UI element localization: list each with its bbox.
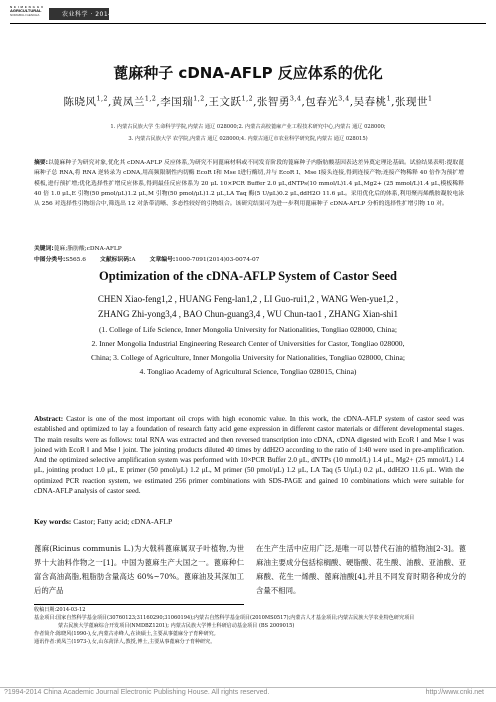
keywords-cn-text: 蓖麻;脂肪酸;cDNA-AFLP: [53, 246, 122, 252]
logo-line-3: NORGBULI GENCHA: [10, 12, 40, 17]
article-no-label: 文章编号:: [149, 257, 176, 263]
body-column-right: 在生产生活中应用广泛,是唯一可以替代石油的植物油[2-3]。蓖麻油主要成分包括棕榈酸、硬脂酸、花生酸、油酸、亚油酸、亚麻酸、花生一烯酸、蓖麻油酸[4],并且不同发育时期各种成分的含量不相同。: [256, 544, 466, 595]
footnote-author: 作者简介:陈晓风(1990-),女,内蒙古赤峰人,在读硕士,主要从事蓖麻分子育种研究。: [34, 631, 219, 637]
abstract-en-label: Abstract:: [34, 415, 64, 423]
clc-code: S565.6: [65, 257, 86, 263]
cnki-link[interactable]: http://www.cnki.net: [425, 689, 484, 696]
affiliation-en-1: (1. College of Life Science, Inner Mongolia University for Nationalities, Tongliao 028000, China;: [99, 325, 397, 334]
classification-cn: [34, 254, 259, 263]
body-column-left: 蓖麻(Ricinus communis L.)为大戟科蓖麻属双子叶植物,为世界十大油料作物之一[1]。中国为蓖麻生产大国之一。蓖麻种仁富含高油高脂,粗脂肪含量高达 60%~70%。蓖麻油及其深加工后的产品: [34, 544, 244, 595]
copyright-text: ?1994-2014 China Academic Journal Electronic Publishing House. All rights reserved.: [4, 689, 270, 696]
footnote-funding-1: 基金项目:国家自然科学基金项目(30760123;31160290;31060194);内蒙古自然科学基金项目(2010MS0517);内蒙古人才基金项目;内蒙古民族大学农业特色研究项目: [34, 615, 415, 621]
article-no: 1000-7091(2014)03-0074-07: [175, 257, 260, 263]
abstract-en-text: Castor is one of the most important oil crops with high economic value. In this work, the cDNA-AFLP system of castor seed was established and optimized to lay a foundation of research fatty acid gene expression in different castor materials or different developmental stages. The main results were as follows: total RNA was extracted and then reversed transcription into cDNA, cDNA digested with EcoR Ⅰ and Mse Ⅰ was joined with EcoR Ⅰ and Mse Ⅰ joint. The jointing products diluted 40 times by ddH2O according to the ratio of 1:40 were used in pre-amplification. And the optimized selective amplification system was performed with 10×PCR Buffer 2.0 μL, dNTPs (10 mmol/L) 1.4 μL, Mg2+ (25 mmol/L) 1.4 μL, jointing product 1.0 μL, E primer (50 pmol/μL) 1.2 μL, M primer (50 pmol/μL) 1.2 μL, LA Taq (5 U/μL) 0.2 μL, ddH2O 11.6 μL. With the optimized PCR reaction system, we estimated 256 primer combinations with SDS-PAGE and gained 10 combinations which were suitable for cDNA-AFLP analysis of castor seed.: [34, 415, 464, 496]
header-rule: [10, 23, 486, 24]
journal-info: 农业科学 · 2014, 29(3) : 74-80: [62, 11, 164, 18]
logo-line-1: N E I M E N G G U: [10, 5, 44, 9]
footnote-corresponding: 通讯作者:黄凤兰(1973-),女,山东菏泽人,教授,博士,主要从事蓖麻分子育种研究。: [34, 639, 216, 645]
author-list-en-2: ZHANG Zhi-yong3,4 , BAO Chun-guang3,4 , WU Chun-tao1 , ZHANG Xian-shi1: [97, 309, 399, 319]
keywords-cn-label: 关键词:: [34, 246, 54, 252]
abstract-cn: [34, 158, 464, 209]
affiliation-cn-2: 3. 内蒙古民族大学 农学院,内蒙古 通辽 028000;4. 内蒙古通辽市农业科学研究院,内蒙古 通辽 028015): [128, 136, 368, 142]
copyright-bar: [4, 689, 492, 696]
author-list-cn: 陈晓风$^{1,2}$,黄凤兰$^{1,2}$,李国瑞$^{1,2}$,王文跃$^{1,2}$,张智勇$^{3,4}$,包春光$^{3,4}$,吴春桃$^1$,张现世$^1$: [63, 95, 433, 108]
keywords-cn: [34, 243, 122, 252]
doc-code: A: [131, 257, 136, 263]
logo-line-2: AGRICULTURAL: [10, 8, 42, 14]
abstract-cn-text: 以蓖麻种子为研究对象,优化其 cDNA-AFLP 反应体系,为研究不同蓖麻材料或不同发育阶段的蓖麻种子内脂肪酸基因表达差异奠定理论基础。试验结果表明:提取蓖麻种子总 RNA,将 RNA 逆转录为 cDNA,用高频限制性内切酶 EcoR Ⅰ和 Mse Ⅰ进行酶切,并与 EcoR Ⅰ、Mse Ⅰ接头连接,得到连接产物;连接产物稀释 40 倍作为预扩增模板,进行预扩增;优化选择性扩增反应体系,得到最佳反应体系为 20 μL 10×PCR Buffer 2.0 μL,dNTPs(10 mmol/L)1.4 μL,Mg2+ (25 mmol/L)1.4 μL,模板稀释 40 倍 1.0 μL,E 引物(50 pmol/μL)1.2 μL,M 引物(50 pmol/μL)1.2 μL,LA Taq 酶(5 U/μL)0.2 μL,ddH2O 11.6 μL。采用优化后的体系,利用聚丙烯酰胺凝胶电泳从 256 对选择性引物组合中,筛选出 12 对条带清晰、多态性较好的引物组合。该研究结果可为进一步利用蓖麻种子 cDNA-AFLP 分析的选择性扩增引物 10 对。: [34, 160, 464, 208]
keywords-en: [34, 517, 172, 526]
keywords-en-text: Castor; Fatty acid; cDNA-AFLP: [73, 517, 173, 526]
affiliation-en-4: 4. Tongliao Academy of Agricultural Science, Tongliao 028015, China): [139, 367, 357, 376]
abstract-en: [34, 414, 464, 496]
journal-logo: [10, 6, 46, 22]
affiliation-cn-1: 1. 内蒙古民族大学 生命科学学院,内蒙古 通辽 028000;2. 内蒙古高校蓖麻产业工程技术研究中心,内蒙古 通辽 028000;: [110, 124, 386, 130]
article-title-cn: 蓖麻种子 cDNA-AFLP 反应体系的优化: [113, 64, 383, 82]
doc-label: 文献标识码:: [100, 257, 132, 263]
affiliation-en-2: 2. Inner Mongolia Industrial Engineering Research Center of Universities for Castor, Tongliao 028000,: [91, 339, 405, 348]
abstract-cn-label: 摘要:: [34, 160, 48, 166]
article-title-en: Optimization of the cDNA-AFLP System of Castor Seed: [99, 269, 397, 283]
clc-label: 中图分类号:: [34, 257, 66, 263]
bottom-rule: [0, 687, 496, 688]
footnote-funding-2: 蒙古民族大学蓖麻综合开发项目(NMDBZ1201); 内蒙古民族大学博士科研启动基金项目 (BS 2009015): [58, 623, 295, 629]
author-list-en-1: CHEN Xiao-feng1,2 , HUANG Feng-lan1,2 , LI Guo-rui1,2 , WANG Wen-yue1,2 ,: [97, 294, 399, 304]
affiliation-en-3: China; 3. College of Agriculture, Inner Mongolia University for Nationalities, Tongliao 028000, China;: [91, 353, 405, 362]
footnote-received: 收稿日期:2014-03-12: [34, 607, 86, 613]
footnote-rule: [34, 604, 244, 605]
keywords-en-label: Key words:: [34, 517, 72, 526]
